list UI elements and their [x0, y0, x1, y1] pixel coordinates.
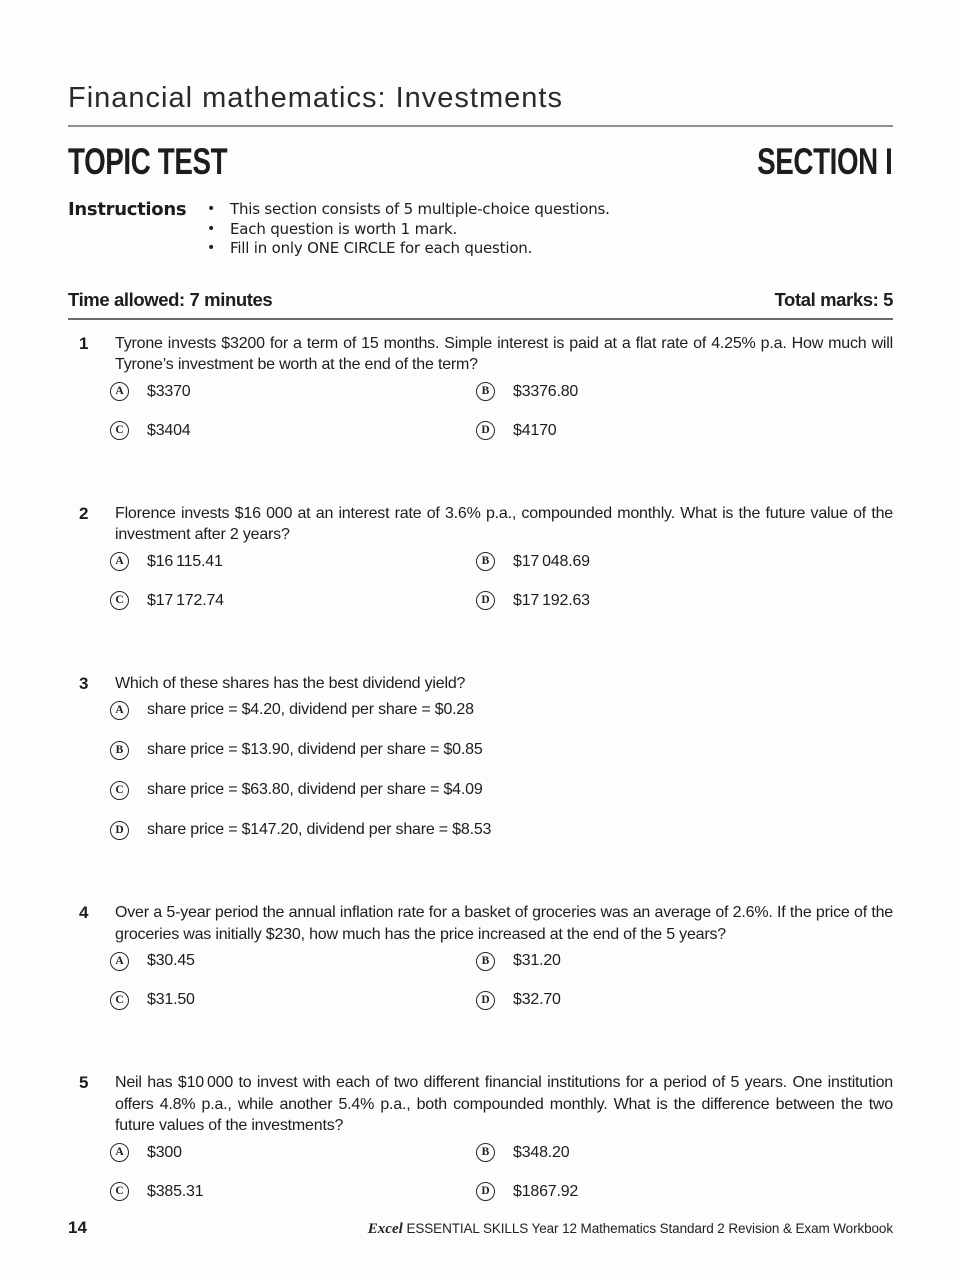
book-title: [368, 1221, 893, 1238]
test-heading-row: [68, 141, 893, 183]
options-grid: [110, 1143, 893, 1202]
instruction-text: Fill in only ONE CIRCLE for each question.: [230, 239, 533, 257]
answer-option: [110, 1182, 476, 1202]
time-allowed-label: Time allowed: 7 minutes: [68, 288, 273, 310]
question-number: 4: [79, 903, 89, 922]
page-title: Financial mathematics: Investments: [68, 82, 893, 127]
option-bubble[interactable]: [110, 701, 129, 720]
option-bubble[interactable]: [110, 1143, 129, 1162]
answer-option: [110, 820, 893, 840]
option-text: $385.31: [147, 1182, 204, 1200]
answer-option: [110, 552, 476, 572]
option-letter: A: [115, 1146, 124, 1159]
option-letter: D: [481, 594, 490, 607]
option-text: $3370: [147, 382, 191, 400]
option-text: $348.20: [513, 1143, 570, 1161]
option-bubble[interactable]: [476, 952, 495, 971]
option-text: $1867.92: [513, 1182, 579, 1200]
instructions-list: [207, 199, 893, 259]
answer-option: [110, 990, 476, 1010]
option-letter: D: [481, 1185, 490, 1198]
book-title-rest: ESSENTIAL SKILLS Year 12 Mathematics Standard 2 Revision & Exam Workbook: [402, 1221, 893, 1236]
option-letter: B: [481, 954, 490, 967]
question-body: [115, 673, 893, 841]
bullet-icon: •: [207, 201, 216, 217]
instruction-item: [207, 220, 893, 240]
instructions-block: [68, 199, 893, 259]
option-letter: C: [115, 424, 124, 437]
bullet-icon: •: [207, 220, 216, 237]
option-bubble[interactable]: [110, 421, 129, 440]
option-text: $31.20: [513, 952, 561, 969]
option-bubble[interactable]: [476, 591, 495, 610]
option-text: $32.70: [513, 991, 561, 1008]
options-list: [110, 700, 893, 840]
answer-option: [110, 421, 476, 441]
option-letter: C: [115, 783, 124, 796]
option-bubble[interactable]: [476, 552, 495, 571]
question: [68, 503, 893, 611]
option-letter: D: [115, 823, 124, 836]
option-bubble[interactable]: [476, 1143, 495, 1162]
question-text: Which of these shares has the best dividend yield?: [115, 674, 466, 692]
time-marks-row: [68, 289, 893, 320]
option-letter: A: [115, 703, 124, 716]
answer-option: [476, 990, 561, 1010]
topic-test-heading: TOPIC TEST: [68, 141, 228, 182]
option-letter: A: [115, 555, 124, 568]
option-letter: C: [115, 1185, 124, 1198]
option-letter: D: [481, 424, 490, 437]
option-text: share price = $4.20, dividend per share = $0.28: [147, 701, 474, 718]
option-bubble[interactable]: [476, 421, 495, 440]
option-letter: C: [115, 594, 124, 607]
answer-option: [476, 421, 578, 441]
answer-option: [476, 1182, 578, 1202]
option-bubble[interactable]: [110, 591, 129, 610]
option-text: $3376.80: [513, 382, 579, 400]
option-letter: A: [115, 385, 124, 398]
option-text: $17 048.69: [513, 552, 590, 570]
option-bubble[interactable]: [476, 1182, 495, 1201]
instruction-text: This section consists of 5 multiple-choice questions.: [230, 200, 610, 218]
instructions-label: Instructions: [68, 199, 187, 220]
option-bubble[interactable]: [110, 991, 129, 1010]
question-number: 3: [79, 673, 89, 693]
bullet-icon: •: [207, 240, 216, 256]
option-bubble[interactable]: [476, 382, 495, 401]
options-grid: [110, 552, 893, 611]
question: [68, 673, 893, 841]
answer-option: [476, 382, 578, 402]
question-body: [115, 902, 893, 1010]
section-heading: SECTION I: [757, 141, 893, 182]
option-bubble[interactable]: [110, 552, 129, 571]
option-text: $30.45: [147, 952, 195, 969]
instruction-item: [207, 239, 893, 259]
option-bubble[interactable]: [110, 1182, 129, 1201]
option-text: $4170: [513, 421, 557, 439]
option-letter: D: [481, 993, 490, 1006]
option-letter: B: [481, 555, 490, 568]
book-title-excel: Excel: [367, 1221, 403, 1237]
answer-option: [476, 552, 590, 572]
answer-option: [110, 780, 893, 800]
answer-option: [110, 1143, 476, 1163]
answer-option: [110, 382, 476, 402]
answer-option: [110, 740, 893, 760]
answer-option: [110, 951, 476, 971]
total-marks-label: Total marks: 5: [774, 288, 893, 310]
question-text: Tyrone invests $3200 for a term of 15 months. Simple interest is paid at a flat rate of 4.25% p.a. How much will Tyrone’s investment be worth at the end of the term?: [115, 334, 893, 373]
option-text: share price = $13.90, dividend per share = $0.85: [147, 741, 483, 758]
instruction-text: Each question is worth 1 mark.: [230, 219, 458, 238]
option-text: $31.50: [147, 991, 195, 1008]
option-letter: A: [115, 954, 124, 967]
question-text: Over a 5-year period the annual inflation rate for a basket of groceries was an average of 2.6%. If the price of the groceries was initially $230, how much has the price increased at the end of the 5 years?: [115, 904, 893, 943]
options-grid: [110, 951, 893, 1010]
option-letter: B: [481, 1146, 490, 1159]
option-bubble[interactable]: [110, 952, 129, 971]
option-bubble[interactable]: [476, 991, 495, 1010]
option-bubble[interactable]: [110, 741, 129, 760]
instruction-item: [207, 200, 893, 220]
option-letter: C: [115, 993, 124, 1006]
question: [68, 333, 893, 441]
option-text: $17 192.63: [513, 591, 590, 609]
answer-option: [476, 591, 590, 611]
option-letter: B: [115, 743, 124, 756]
answer-option: [476, 1143, 578, 1163]
option-bubble[interactable]: [110, 781, 129, 800]
question-text: Florence invests $16 000 at an interest rate of 3.6% p.a., compounded monthly. What is the future value of the investment after 2 years?: [115, 504, 893, 543]
question-number: 1: [79, 333, 89, 353]
answer-option: [476, 951, 561, 971]
option-text: $3404: [147, 421, 191, 439]
page-footer: [68, 1218, 893, 1238]
page-number: 14: [68, 1218, 87, 1237]
question: [68, 902, 893, 1010]
option-text: $17 172.74: [147, 591, 224, 609]
question-body: [115, 503, 893, 611]
option-bubble[interactable]: [110, 821, 129, 840]
question-text: Neil has $10 000 to invest with each of two different financial institutions for a period of 5 years. One institution offers 4.8% p.a., while another 5.4% p.a., both compounded monthly. What is the difference between the two future values of the investments?: [115, 1074, 893, 1134]
option-bubble[interactable]: [110, 382, 129, 401]
option-text: $300: [147, 1143, 182, 1161]
option-text: $16 115.41: [147, 552, 223, 570]
options-grid: [110, 382, 893, 441]
answer-option: [110, 700, 893, 720]
answer-option: [110, 591, 476, 611]
question-body: [115, 333, 893, 441]
option-letter: B: [481, 385, 490, 398]
question: [68, 1072, 893, 1202]
question-number: 5: [79, 1073, 89, 1092]
question-body: [115, 1072, 893, 1202]
option-text: share price = $63.80, dividend per share = $4.09: [147, 781, 483, 798]
option-text: share price = $147.20, dividend per share = $8.53: [147, 821, 492, 838]
question-number: 2: [79, 503, 89, 523]
